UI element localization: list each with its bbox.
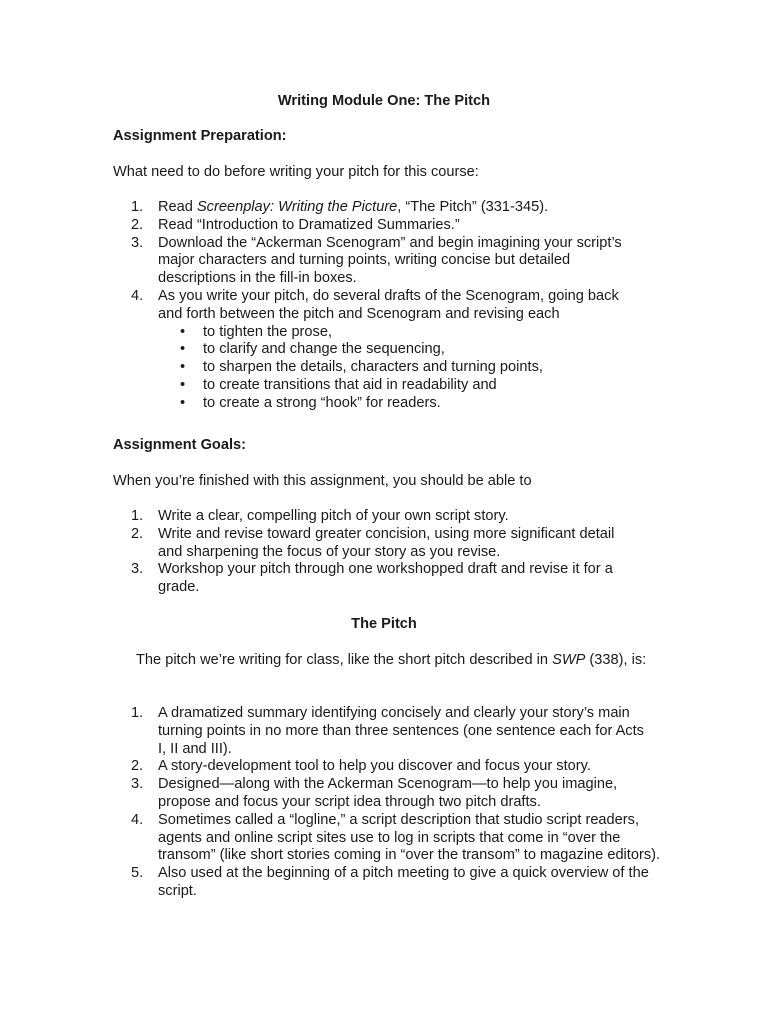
bullet-icon: • bbox=[180, 341, 186, 358]
bullet-item: • to tighten the prose, bbox=[180, 323, 332, 340]
goals-intro: When you’re finished with this assignment, you should be able to bbox=[113, 473, 532, 489]
list-item: 3. Workshop your pitch through one workshopped draft and revise it for a grade. bbox=[131, 561, 613, 596]
list-item: 1. A dramatized summary identifying concisely and clearly your story’s main turning points in no more than three sentences (one sentence each for Acts I, II and III). bbox=[131, 705, 644, 757]
bullet-item: • to create transitions that aid in readability and bbox=[180, 376, 497, 393]
list-item: 1. Read Screenplay: Writing the Picture, “The Pitch” (331-345). bbox=[131, 199, 549, 215]
prep-intro: What need to do before writing your pitch for this course: bbox=[113, 164, 479, 180]
pitch-heading: The Pitch bbox=[351, 616, 417, 632]
list-item: 3. Download the “Ackerman Scenogram” and begin imagining your script’s major characters and turning points, writing concise but detailed descriptions in the fill-in boxes. bbox=[131, 234, 622, 287]
bullet-icon: • bbox=[180, 323, 186, 340]
bullet-item: • to clarify and change the sequencing, bbox=[180, 341, 445, 358]
bullet-item: • to create a strong “hook” for readers. bbox=[180, 394, 441, 411]
list-item: 5. Also used at the beginning of a pitch meeting to give a quick overview of the script. bbox=[131, 865, 649, 899]
pitch-list bbox=[113, 705, 661, 901]
list-item: 2. Write and revise toward greater concision, using more significant detail and sharpening the focus of your story as you revise. bbox=[131, 525, 615, 560]
goals-heading: Assignment Goals: bbox=[113, 437, 246, 453]
goals-list bbox=[113, 508, 643, 597]
prep-list bbox=[113, 199, 643, 413]
list-item: 4. Sometimes called a “logline,” a script description that studio script readers, agents and online script sites use to log in scripts that come in “over the transom” (like short stories coming in “over the transom” to magazine editors). bbox=[131, 811, 661, 864]
list-item: 2. A story-development tool to help you discover and focus your story. bbox=[131, 758, 591, 775]
document-title: Writing Module One: The Pitch bbox=[277, 93, 491, 109]
bullet-item: • to sharpen the details, characters and turning points, bbox=[180, 359, 543, 376]
list-item: 2. Read “Introduction to Dramatized Summaries.” bbox=[131, 216, 460, 233]
bullet-list bbox=[113, 324, 643, 413]
list-item: 4. As you write your pitch, do several drafts of the Scenogram, going back and forth between the pitch and Scenogram and revising each bbox=[131, 287, 619, 322]
bullet-list-wrapper bbox=[113, 324, 643, 413]
list-item: 3. Designed—along with the Ackerman Scenogram—to help you imagine, propose and focus your script idea through two pitch drafts. bbox=[131, 776, 618, 810]
list-item: 1. Write a clear, compelling pitch of your own script story. bbox=[131, 508, 509, 524]
bullet-icon: • bbox=[180, 376, 186, 393]
prep-heading: Assignment Preparation: bbox=[113, 128, 287, 144]
bullet-icon: • bbox=[180, 394, 186, 411]
bullet-icon: • bbox=[180, 359, 186, 376]
pitch-intro: The pitch we’re writing for class, like the short pitch described in SWP (338), is: bbox=[136, 652, 647, 668]
